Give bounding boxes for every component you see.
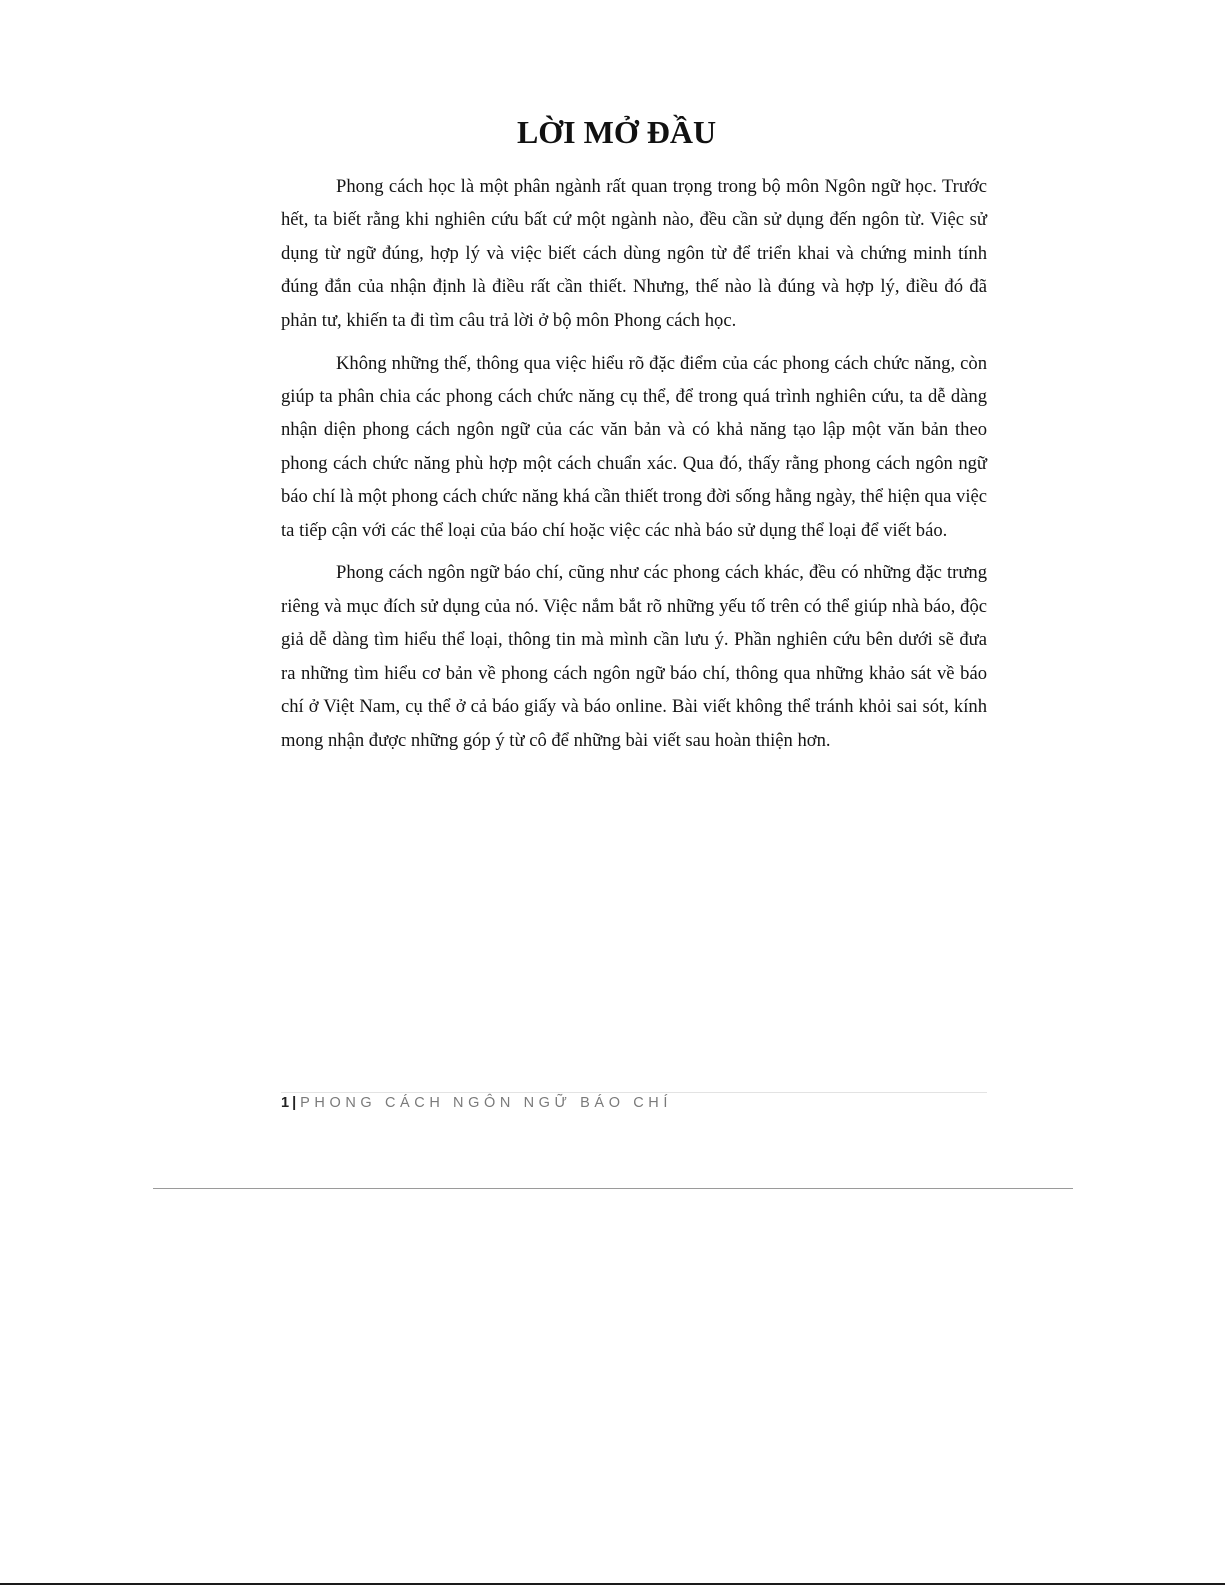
page-footer [281,1093,672,1113]
paragraph-3: Phong cách ngôn ngữ báo chí, cũng như các phong cách khác, đều có những đặc trưng riêng và mục đích sử dụng của nó. Việc nắm bắt rõ những yếu tố trên có thể giúp nhà báo, độc giả dễ dàng tìm hiểu thể loại, thông tin mà mình cần lưu ý. Phần nghiên cứu bên dưới sẽ đưa ra những tìm hiểu cơ bản về phong cách ngôn ngữ báo chí, thông qua những khảo sát về báo chí ở Việt Nam, cụ thể ở cả báo giấy và báo online. Bài viết không thể tránh khỏi sai sót, kính mong nhận được những góp ý từ cô để những bài viết sau hoàn thiện hơn. [281,562,987,751]
footer-running-title: PHONG CÁCH NGÔN NGỮ BÁO CHÍ [300,1095,672,1111]
page-break-line [153,1188,1073,1189]
page-title: LỜI MỞ ĐẦU [516,114,717,150]
footer-separator: | [292,1095,297,1111]
page-number: 1 [281,1095,290,1111]
body-text [281,170,987,766]
paragraph-1: Phong cách học là một phân ngành rất quan trọng trong bộ môn Ngôn ngữ học. Trước hết, ta biết rằng khi nghiên cứu bất cứ một ngành nào, đều cần sử dụng đến ngôn từ. Việc sử dụng từ ngữ đúng, hợp lý và việc biết cách dùng ngôn từ để triển khai và chứng minh tính đúng đắn của nhận định là điều rất cần thiết. Nhưng, thế nào là đúng và hợp lý, điều đó đã phản tư, khiến ta đi tìm câu trả lời ở bộ môn Phong cách học. [281,176,987,331]
paragraph-2: Không những thế, thông qua việc hiểu rõ đặc điểm của các phong cách chức năng, còn giúp ta phân chia các phong cách chức năng cụ thể, để trong quá trình nghiên cứu, ta dễ dàng nhận diện phong cách ngôn ngữ của các văn bản và có khả năng tạo lập một văn bản theo phong cách chức năng phù hợp một cách chuẩn xác. Qua đó, thấy rằng phong cách ngôn ngữ báo chí là một phong cách chức năng khá cần thiết trong đời sống hằng ngày, thể hiện qua việc ta tiếp cận với các thể loại của báo chí hoặc việc các nhà báo sử dụng thể loại để viết báo. [281,352,987,541]
